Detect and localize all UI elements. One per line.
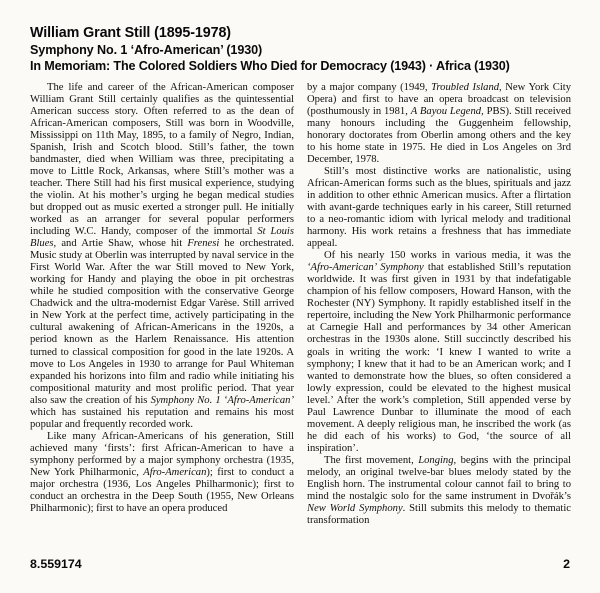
paragraph-style: Still’s most distinctive works are nationalistic, using African-American forms such as the blues, spirituals and jazz in addition to other ethnic American musics. After a flirtation with avant-garde techniques early in his career, Still returned to a neo-romantic idiom with lyrical melody and traditional harmony. His work retains a freshness that has immediate appeal.	[307, 165, 571, 250]
body-columns	[30, 82, 570, 528]
title-new-world-symphony: New World Symphony	[307, 503, 403, 515]
title-st-louis-blues: St Louis Blues	[30, 226, 294, 250]
paragraph-firsts-continued	[307, 82, 571, 166]
title-symphony-no1: Symphony No. 1 ‘Afro-American’	[150, 394, 295, 406]
text-run: he orchestrated. Music study at Oberlin was interrupted by naval service in the First World War. After the war Still moved to New York, working for Handy and playing the oboe in pit orchestras while he studied composition with the conservative George Chadwick and the ultra-modernist Edgar Varèse. Still arrived in New York at the perfect time, actively participating in the cultural awakening of African-Americans in the 1920s, a period known as the Harlem Renaissance. His attention turned to classical composition for good in the late 1920s. A move to Los Angeles in 1930 to arrange for Paul Whiteman expanded his horizons into film and radio while initiating his compositional maturity and most prolific period. That year also saw the creation of his	[30, 238, 294, 406]
paragraph-first-movement	[307, 455, 571, 527]
text-run: Of his nearly 150 works in various media, it was the	[324, 250, 571, 262]
text-run: The life and career of the African-American composer William Grant Still certainly qualifies as the quintessential American success story. Often referred to as the dean of African-American composers, Still was born in Woodville, Mississippi on 11th May, 1895, to a family of Negro, Indian, Spanish, Irish and Scotch blood. Still’s father, the town bandmaster, died when William was three, precipitating a move to Little Rock, Arkansas, where Still’s mother was a teacher. There Still had his first musical experience, studying the violin. At his mother’s urging he began medical studies but dropped out as music exerted a stronger pull. He initially worked as an arranger for several popular performers including W.C. Handy, composer of the immortal	[30, 81, 294, 238]
page-footer	[30, 557, 570, 571]
paragraph-firsts	[30, 431, 294, 515]
title-a-bayou-legend: A Bayou Legend	[410, 105, 482, 117]
text-run: ); first to conduct a major orchestra (1936, Los Angeles Philharmonic); first to conduct an orchestra in the Deep South (1955, New Orleans Philharmonic); first to have an opera produced	[30, 467, 294, 515]
paragraph-biography	[30, 82, 294, 431]
title-afro-american-symphony: ‘Afro-American’ Symphony	[307, 262, 424, 274]
text-run: . Still submits this melody to thematic transformation	[307, 503, 571, 527]
page-title	[30, 25, 570, 74]
left-column	[30, 82, 294, 528]
title-work-other: In Memoriam: The Colored Soldiers Who Died for Democracy (1943) · Africa (1930)	[30, 58, 510, 73]
title-work-symphony: Symphony No. 1 ‘Afro-American’ (1930)	[30, 42, 263, 57]
page-number: 2	[563, 557, 570, 571]
title-troubled-island: Troubled Island	[431, 81, 500, 93]
title-afro-american: Afro-American	[143, 467, 207, 478]
text-run: Like many African-Americans of his generation, Still achieved many ‘firsts’: first African-American to have a symphony performed by a major symphony orchestra (1935, New York Philharmonic,	[30, 430, 294, 478]
paragraph-symphony-reception	[307, 250, 571, 455]
movement-title-longing: Longing	[418, 454, 454, 466]
title-frenesi: Frenesi	[187, 238, 220, 250]
text-run: that established Still’s reputation worldwide. It was first given in 1931 by that indefatigable champion of his fellow composers, Howard Hanson, with the Rochester (NY) Symphony. It rapidly established itself in the repertoire, including the New York Philharmonic performance at Carnegie Hall and performances by 34 other American orchestras in the 1930s alone. Still succinctly described his goals in writing the work: ‘I knew I wanted to write a symphony; I knew that it had to be an American work; and I wanted to demonstrate how the blues, so often considered a lowly expression, could be elevated to the highest musical level.’ After the work’s completion, Still appended verse by Paul Lawrence Dunbar to illuminate the mood of each movement. A deeply religious man, he inscribed the work (as he did each of his works) to God, ‘the source of all inspiration’.	[307, 262, 572, 454]
text-run: The first movement,	[324, 454, 419, 466]
title-composer: William Grant Still (1895-1978)	[30, 25, 231, 41]
text-run: , and Artie Shaw, whose hit	[53, 238, 188, 250]
text-run: , New York City Opera) and first to have an opera broadcast on television (posthumously in 1981,	[307, 81, 572, 117]
text-run: which has sustained his reputation and remains his most popular and frequently recorded work.	[30, 406, 294, 430]
text-run: by a major company (1949,	[307, 81, 432, 93]
text-run: , PBS). Still received many honours including the Guggenheim fellowship, honorary doctorates from Oberlin among others and the key to his home state in 1975. He died in Los Angeles on 3rd December, 1978.	[307, 105, 571, 165]
right-column	[307, 82, 571, 528]
text-run: , begins with the principal melody, an original twelve-bar blues melody stated by the English horn. The instrumental colour cannot fail to bring to mind the nostalgic solo for the same instrument in Dvořák’s	[307, 454, 571, 503]
catalogue-number: 8.559174	[30, 557, 82, 571]
